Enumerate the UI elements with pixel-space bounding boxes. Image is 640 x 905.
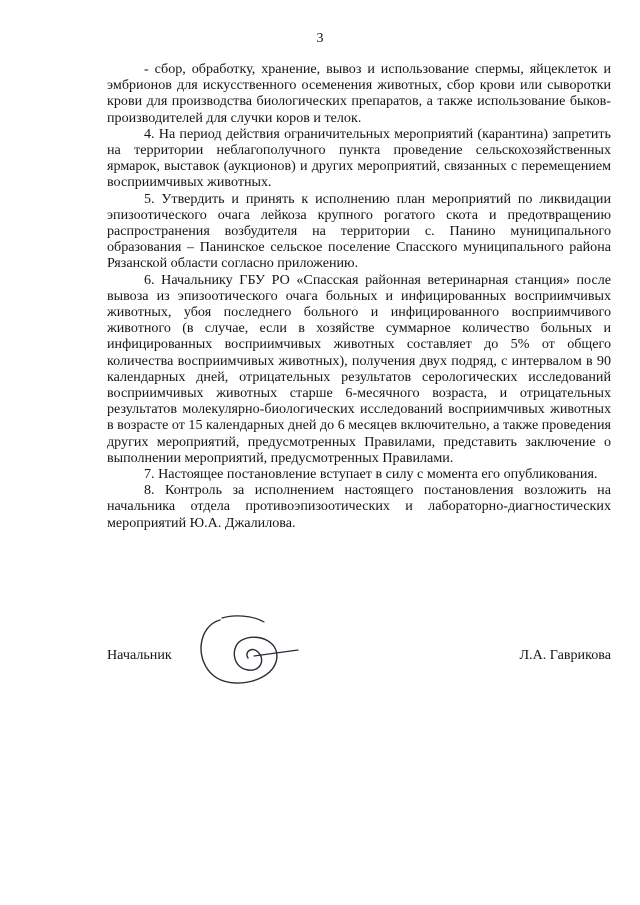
paragraph-item-6: 6. Начальнику ГБУ РО «Спасская районная ветеринарная станция» после вывоза из эпизоотического очага больных и инфицированных восприимчивых животных, убоя последнего больного и инфицированного восприимчивого животного (в случае, если в хозяйстве суммарное количество больных и инфицированных восприимчивых животных составляет до 5% от общего количества восприимчивых животных), получения двух подряд, с интервалом в 90 календарных дней, отрицательных результатов серологических исследований восприимчивых животных старше 6-месячного возраста, и отрицательных результатов молекулярно-биологических исследований восприимчивых животных в возрасте от 15 календарных дней до 6 месяцев включительно, а также проведения других мероприятий, предусмотренных Правилами, представить заключение о выполнении мероприятий, предусмотренных Правилами.: [107, 271, 611, 466]
paragraph-list-item-continuation: - сбор, обработку, хранение, вывоз и использование спермы, яйцеклеток и эмбрионов для искусственного осеменения животных, сбор крови или сыворотки крови для производства биологических препаратов, а также использование быков-производителей для случки коров и телок.: [107, 61, 611, 126]
signatory-title: Начальник: [107, 647, 172, 663]
paragraph-item-4: 4. На период действия ограничительных мероприятий (карантина) запретить на территории неблагополучного пункта проведение сельскохозяйственных ярмарок, выставок (аукционов) и других мероприятий, связанных с перемещением восприимчивых животных.: [107, 125, 611, 191]
page-number: 3: [316, 31, 324, 46]
paragraph-item-8: 8. Контроль за исполнением настоящего постановления возложить на начальника отдела противоэпизоотических и лабораторно-диагностических мероприятий Ю.А. Джалилова.: [107, 482, 611, 531]
paragraph-item-5: 5. Утвердить и принять к исполнению план мероприятий по ликвидации эпизоотического очага лейкоза крупного рогатого скота и предотвращению распространения возбудителя на территории с. Панино муниципального образования – Панинское сельское поселение Спасского муниципального района Рязанской области согласно приложению.: [107, 190, 611, 272]
handwritten-signature: [192, 612, 302, 692]
paragraph-item-7: 7. Настоящее постановление вступает в силу с момента его опубликования.: [144, 466, 598, 483]
document-body: [107, 61, 611, 531]
signatory-name: Л.А. Гаврикова: [519, 647, 611, 663]
